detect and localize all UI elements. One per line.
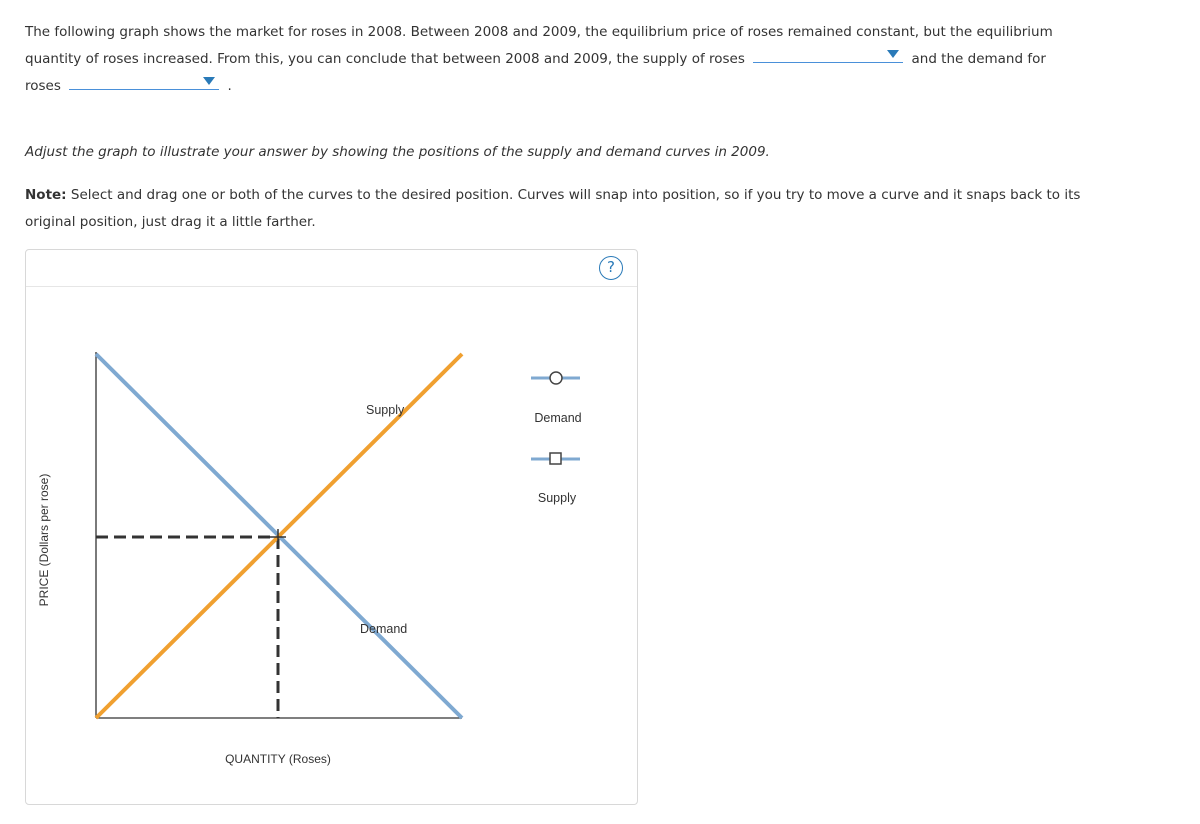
demand-curve-label: Demand bbox=[360, 622, 408, 636]
question-text bbox=[25, 19, 1085, 100]
note-text bbox=[25, 182, 1085, 236]
palette-supply-label: Supply bbox=[537, 491, 577, 505]
chevron-down-icon bbox=[887, 50, 899, 58]
note-label: Note: bbox=[25, 187, 67, 203]
chevron-down-icon bbox=[203, 77, 215, 85]
instruction-text: Adjust the graph to illustrate your answer by showing the positions of the supply and demand curves in 2009. bbox=[25, 144, 770, 160]
graph-panel bbox=[25, 249, 638, 805]
graph-canvas bbox=[26, 250, 637, 804]
question-part-3: . bbox=[227, 78, 232, 94]
supply-change-dropdown[interactable] bbox=[753, 46, 903, 63]
palette-supply-tool[interactable] bbox=[531, 453, 580, 505]
demand-change-dropdown[interactable] bbox=[69, 73, 219, 90]
help-icon[interactable]: ? bbox=[599, 256, 623, 280]
x-axis-label: QUANTITY (Roses) bbox=[225, 752, 331, 766]
palette-demand-label: Demand bbox=[534, 411, 582, 425]
supply-curve-label: Supply bbox=[366, 403, 405, 417]
note-body: Select and drag one or both of the curves to the desired position. Curves will snap into position, so if you try to move a curve and it snaps back to its original position, just drag it a little farther. bbox=[25, 187, 1081, 230]
y-axis-label: PRICE (Dollars per rose) bbox=[37, 473, 51, 607]
palette-demand-tool[interactable] bbox=[531, 372, 582, 425]
question-part-2: and the demand for roses bbox=[25, 51, 1046, 94]
question-part-1: The following graph shows the market for roses in 2008. Between 2008 and 2009, the equilibrium price of roses remained constant, but the equilibrium quantity of roses increased. From this, you can conclude that between 2008 and 2009, the supply of roses bbox=[25, 24, 1053, 67]
circle-handle-icon bbox=[550, 372, 562, 384]
square-handle-icon bbox=[550, 453, 561, 464]
